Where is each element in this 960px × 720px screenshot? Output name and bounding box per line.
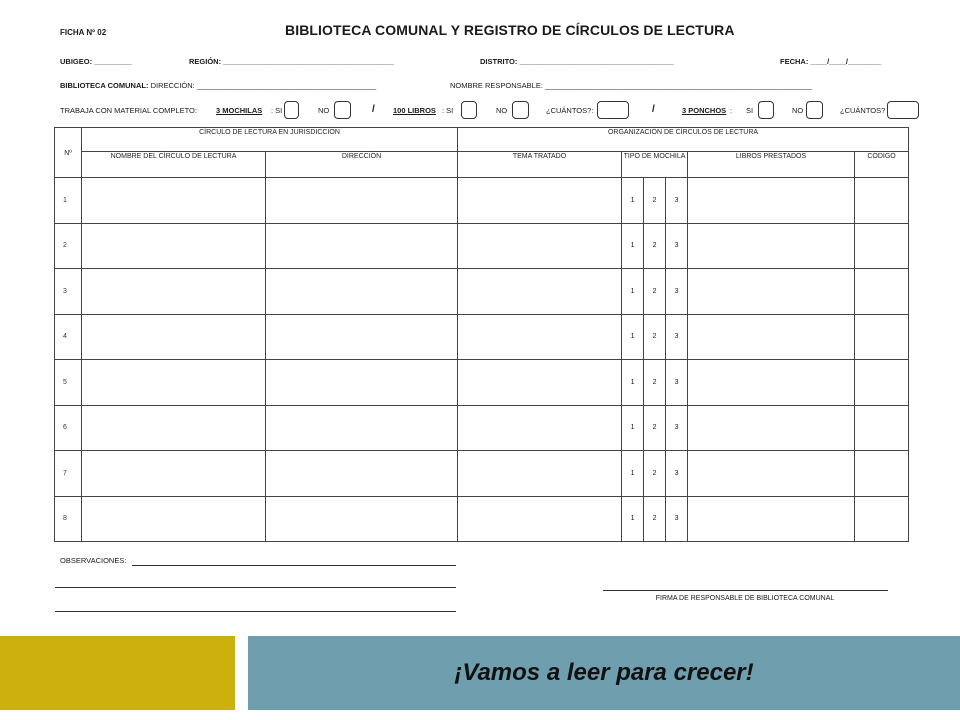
- observaciones-label: OBSERVACIONES:: [60, 556, 127, 565]
- mochila-option[interactable]: 1: [622, 223, 644, 269]
- form-number: FICHA Nº 02: [60, 28, 107, 37]
- nombre-responsable-field[interactable]: NOMBRE RESPONSABLE: ________________________________________________________________: [450, 81, 812, 90]
- registro-table: [54, 127, 909, 542]
- col-header-tema: TEMA TRATADO: [458, 152, 622, 178]
- cell-direccion[interactable]: [266, 451, 458, 497]
- mochilas-label: 3 MOCHILAS: [216, 106, 263, 115]
- mochila-option[interactable]: 2: [644, 223, 666, 269]
- cell-libros[interactable]: [688, 451, 855, 497]
- mochila-option[interactable]: 2: [644, 269, 666, 315]
- ubigeo-field[interactable]: UBIGEO: _________: [60, 57, 132, 66]
- cell-libros[interactable]: [688, 269, 855, 315]
- cell-direccion[interactable]: [266, 178, 458, 224]
- table-row: [55, 360, 909, 406]
- cell-codigo[interactable]: [855, 496, 909, 542]
- libros-label: 100 LIBROS: [393, 106, 436, 115]
- mochila-option[interactable]: 3: [666, 269, 688, 315]
- mochila-option[interactable]: 1: [622, 178, 644, 224]
- page-title: BIBLIOTECA COMUNAL Y REGISTRO DE CÍRCULOS DE LECTURA: [285, 22, 735, 38]
- fecha-field[interactable]: FECHA: ____/____/________: [780, 57, 882, 66]
- table-row: [55, 314, 909, 360]
- mochila-option[interactable]: 2: [644, 405, 666, 451]
- group-header-circulo: CÍRCULO DE LECTURA EN JURISDICCIÓN: [82, 128, 458, 152]
- group-header-organizacion: ORGANIZACIÓN DE CÍRCULOS DE LECTURA: [458, 128, 909, 152]
- mochila-option[interactable]: 2: [644, 360, 666, 406]
- mochila-option[interactable]: 1: [622, 360, 644, 406]
- ponchos-label: 3 PONCHOS: [682, 106, 727, 115]
- cell-libros[interactable]: [688, 178, 855, 224]
- col-header-tipo-mochila: TIPO DE MOCHILA: [622, 152, 688, 178]
- cell-nombre[interactable]: [82, 223, 266, 269]
- libros-cuantos-label: ¿CUÁNTOS?:: [546, 106, 594, 115]
- cell-tema[interactable]: [458, 314, 622, 360]
- mochila-option[interactable]: 3: [666, 360, 688, 406]
- mochila-option[interactable]: 1: [622, 314, 644, 360]
- cell-tema[interactable]: [458, 269, 622, 315]
- ponchos-cuantos-input[interactable]: [887, 101, 919, 119]
- cell-codigo[interactable]: [855, 451, 909, 497]
- col-header-libros: LIBROS PRESTADOS: [688, 152, 855, 178]
- libros-cuantos-input[interactable]: [597, 101, 629, 119]
- cell-nombre[interactable]: [82, 496, 266, 542]
- cell-direccion[interactable]: [266, 360, 458, 406]
- row-number: 1: [55, 178, 82, 224]
- mochila-option[interactable]: 1: [622, 269, 644, 315]
- mochilas-si-checkbox[interactable]: [284, 101, 299, 119]
- cell-direccion[interactable]: [266, 405, 458, 451]
- table-body: [55, 178, 909, 542]
- libros-si-checkbox[interactable]: [461, 101, 477, 119]
- trabaja-label: TRABAJA CON MATERIAL COMPLETO:: [60, 106, 197, 115]
- ponchos-si-checkbox[interactable]: [758, 101, 774, 119]
- row-number: 8: [55, 496, 82, 542]
- cell-libros[interactable]: [688, 314, 855, 360]
- cell-codigo[interactable]: [855, 360, 909, 406]
- cell-nombre[interactable]: [82, 451, 266, 497]
- libros-no-label: NO: [496, 106, 508, 115]
- cell-codigo[interactable]: [855, 314, 909, 360]
- cell-direccion[interactable]: [266, 269, 458, 315]
- footer-left-band: [0, 636, 235, 710]
- separator-slash-2: /: [652, 104, 655, 115]
- col-header-direccion: DIRECCIÓN: [266, 152, 458, 178]
- ponchos-no-label: NO: [792, 106, 804, 115]
- biblioteca-row: [60, 81, 376, 90]
- observaciones-line-2[interactable]: [55, 587, 456, 588]
- mochila-option[interactable]: 3: [666, 223, 688, 269]
- row-number: 4: [55, 314, 82, 360]
- row-number: 2: [55, 223, 82, 269]
- cell-direccion[interactable]: [266, 496, 458, 542]
- mochila-option[interactable]: 2: [644, 178, 666, 224]
- table-row: [55, 178, 909, 224]
- cell-libros[interactable]: [688, 496, 855, 542]
- row-number: 6: [55, 405, 82, 451]
- num-header: Nº: [55, 128, 82, 178]
- slogan: ¡Vamos a leer para crecer!: [454, 659, 754, 686]
- cell-nombre[interactable]: [82, 405, 266, 451]
- cell-tema[interactable]: [458, 496, 622, 542]
- cell-libros[interactable]: [688, 223, 855, 269]
- ponchos-colon: :: [730, 106, 733, 115]
- cell-direccion[interactable]: [266, 223, 458, 269]
- cell-codigo[interactable]: [855, 269, 909, 315]
- ponchos-cuantos-label: ¿CUÁNTOS?: [840, 106, 886, 115]
- cell-tema[interactable]: [458, 405, 622, 451]
- libros-si-label: : SI: [442, 106, 454, 115]
- cell-nombre[interactable]: [82, 360, 266, 406]
- mochila-option[interactable]: 3: [666, 314, 688, 360]
- biblioteca-label: BIBLIOTECA COMUNAL:: [60, 81, 149, 90]
- libros-no-checkbox[interactable]: [512, 101, 529, 119]
- row-number: 7: [55, 451, 82, 497]
- table-row: [55, 405, 909, 451]
- cell-libros[interactable]: [688, 405, 855, 451]
- table-row: [55, 223, 909, 269]
- cell-nombre[interactable]: [82, 314, 266, 360]
- cell-tema[interactable]: [458, 178, 622, 224]
- separator-slash: /: [372, 104, 375, 115]
- cell-codigo[interactable]: [855, 223, 909, 269]
- firma-label: FIRMA DE RESPONSABLE DE BIBLIOTECA COMUNAL: [655, 595, 835, 602]
- cell-tema[interactable]: [458, 360, 622, 406]
- mochila-option[interactable]: 1: [622, 405, 644, 451]
- table-row: [55, 496, 909, 542]
- mochila-option[interactable]: 3: [666, 178, 688, 224]
- mochila-option[interactable]: 2: [644, 496, 666, 542]
- row-number: 5: [55, 360, 82, 406]
- mochila-option[interactable]: 3: [666, 496, 688, 542]
- observaciones-line-3[interactable]: [55, 611, 456, 612]
- mochila-option[interactable]: 1: [622, 496, 644, 542]
- region-field[interactable]: REGIÓN: _________________________________________: [189, 57, 395, 66]
- table-row: [55, 269, 909, 315]
- cell-codigo[interactable]: [855, 178, 909, 224]
- mochila-option[interactable]: 2: [644, 314, 666, 360]
- mochila-option[interactable]: 1: [622, 451, 644, 497]
- ponchos-no-checkbox[interactable]: [806, 101, 823, 119]
- col-header-nombre: NOMBRE DEL CÍRCULO DE LECTURA: [82, 152, 266, 178]
- row-number: 3: [55, 269, 82, 315]
- table-row: [55, 451, 909, 497]
- direccion-field[interactable]: DIRECCIÓN: ___________________________________________: [150, 81, 377, 90]
- cell-direccion[interactable]: [266, 314, 458, 360]
- mochilas-no-checkbox[interactable]: [334, 101, 351, 119]
- mochila-option[interactable]: 3: [666, 451, 688, 497]
- firma-line[interactable]: [603, 590, 888, 591]
- distrito-field[interactable]: DISTRITO: _____________________________________: [480, 57, 674, 66]
- observaciones-line-1[interactable]: [132, 565, 456, 566]
- footer-right-band: [248, 636, 960, 710]
- col-header-codigo: CÓDIGO: [855, 152, 909, 178]
- mochila-option[interactable]: 3: [666, 405, 688, 451]
- mochilas-no-label: NO: [318, 106, 330, 115]
- cell-tema[interactable]: [458, 451, 622, 497]
- cell-libros[interactable]: [688, 360, 855, 406]
- mochila-option[interactable]: 2: [644, 451, 666, 497]
- mochilas-si-label: : SI: [271, 106, 283, 115]
- cell-tema[interactable]: [458, 223, 622, 269]
- ponchos-si-label: SI: [746, 106, 754, 115]
- cell-codigo[interactable]: [855, 405, 909, 451]
- cell-nombre[interactable]: [82, 269, 266, 315]
- cell-nombre[interactable]: [82, 178, 266, 224]
